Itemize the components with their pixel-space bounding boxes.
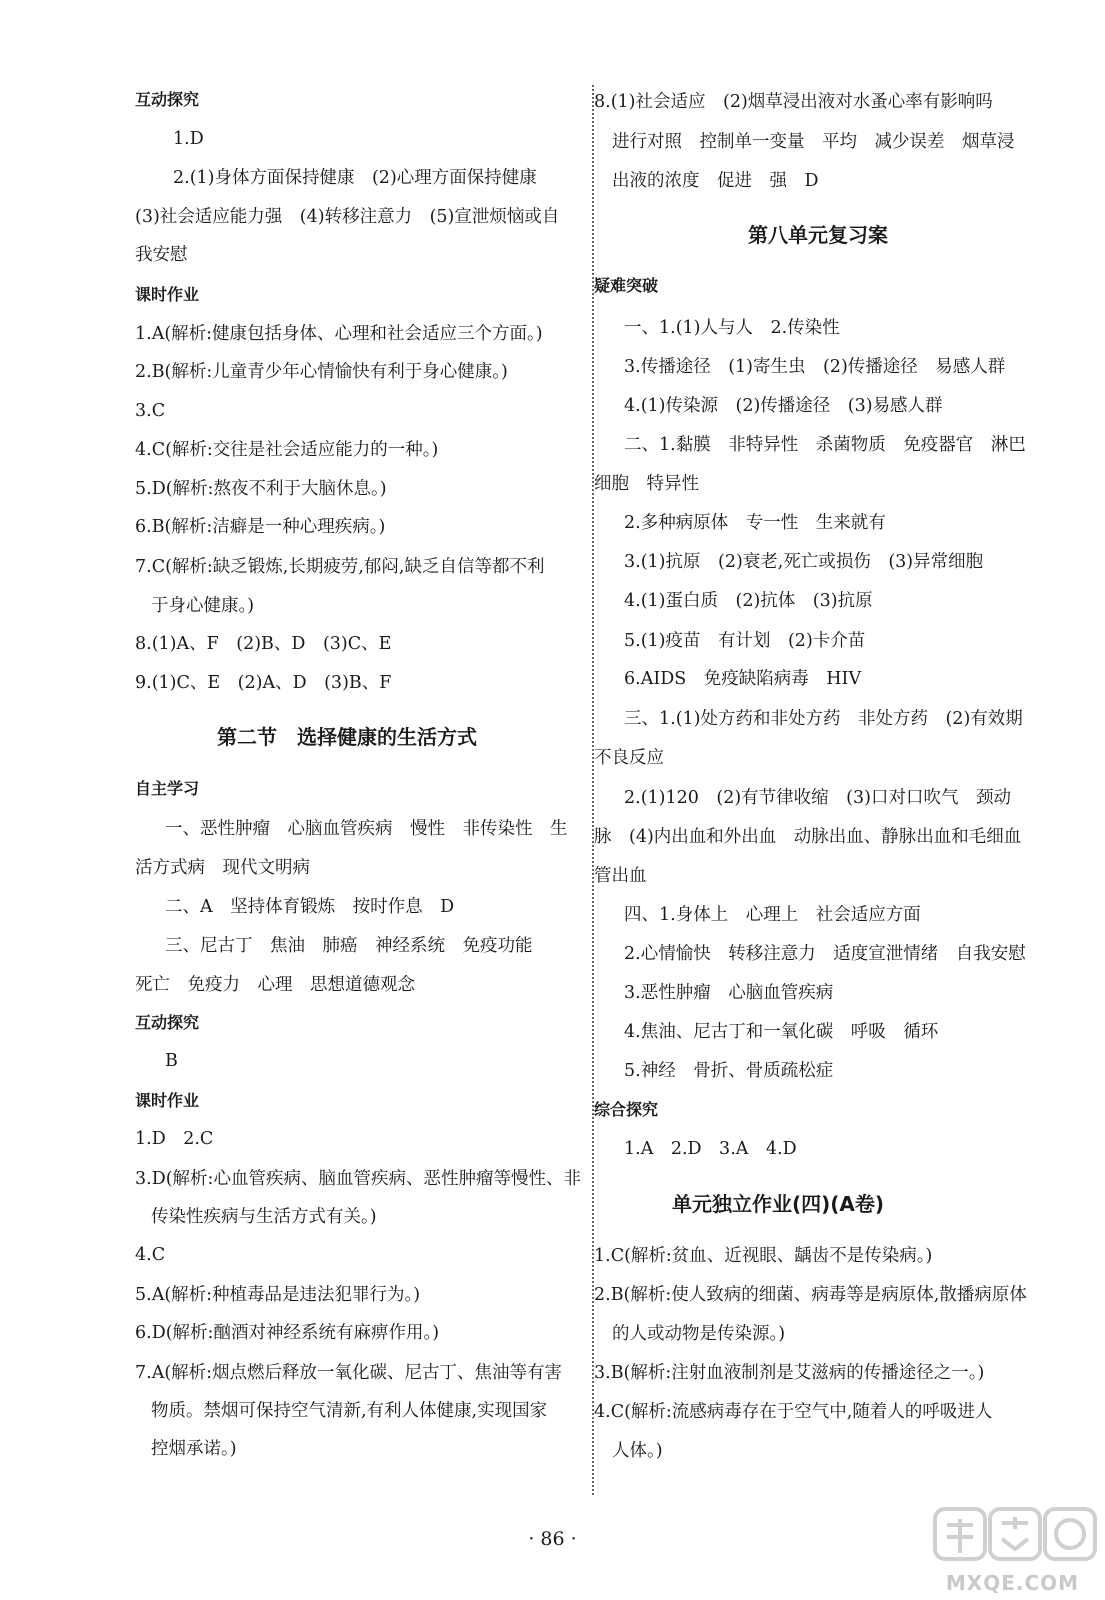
answer-line: 3.C (135, 401, 166, 421)
answer-line: 一、恶性肿瘤 心脑血管疾病 慢性 非传染性 生 (165, 819, 568, 839)
answer-line: 三、1.(1)处方药和非处方药 非处方药 (2)有效期 (624, 709, 1023, 729)
unit-review-title: 第八单元复习案 (748, 223, 888, 247)
answer-line: 人体。) (612, 1441, 663, 1461)
watermark-url: MXQE.COM (945, 1571, 1080, 1595)
answer-line: 2.B(解析:使人致病的细菌、病毒等是病原体,散播病原体 (594, 1285, 1027, 1305)
answer-line: 于身心健康。) (151, 596, 255, 616)
answer-line: 7.C(解析:缺乏锻炼,长期疲劳,郁闷,缺乏自信等都不利 (135, 557, 545, 577)
answer-line: 脉 (4)内出血和外出血 动脉出血、静脉出血和毛细血 (594, 827, 1022, 847)
answer-line: 1.A(解析:健康包括身体、心理和社会适应三个方面。) (135, 324, 543, 344)
answer-line: 不良反应 (594, 748, 664, 768)
answer-line: 6.B(解析:洁癖是一种心理疾病。) (135, 517, 386, 537)
answer-line: 5.神经 骨折、骨质疏松症 (624, 1061, 834, 1081)
answer-line: 一、1.(1)人与人 2.传染性 (624, 318, 840, 338)
answer-line: 4.(1)蛋白质 (2)抗体 (3)抗原 (624, 591, 873, 611)
answer-line: 5.D(解析:熬夜不利于大脑休息。) (135, 479, 387, 499)
assignment-title: 单元独立作业(四)(A卷) (672, 1192, 885, 1216)
page-number: · 86 · (528, 1528, 577, 1550)
answer-line: 2.心情愉快 转移注意力 适度宣泄情绪 自我安慰 (624, 944, 1026, 964)
answer-line: 3.B(解析:注射血液制剂是艾滋病的传播途径之一。) (594, 1363, 985, 1383)
answer-line: 传染性疾病与生活方式有关。) (151, 1207, 377, 1227)
answer-line: 7.A(解析:烟点燃后释放一氧化碳、尼古丁、焦油等有害 (135, 1363, 563, 1383)
answer-line: 2.B(解析:儿童青少年心情愉快有利于身心健康。) (135, 362, 508, 382)
answer-line: 三、尼古丁 焦油 肺癌 神经系统 免疫功能 (165, 936, 533, 956)
answer-line: 二、A 坚持体育锻炼 按时作息 D (165, 897, 455, 917)
answer-line: 2.多种病原体 专一性 生来就有 (624, 513, 886, 533)
section-heading-interactive-inquiry: 互动探究 (135, 90, 200, 109)
answer-line: 9.(1)C、E (2)A、D (3)B、F (135, 673, 392, 693)
answer-line: 2.(1)120 (2)有节律收缩 (3)口对口吹气 颈动 (624, 788, 1011, 808)
answer-line: (3)社会适应能力强 (4)转移注意力 (5)宣泄烦恼或自 (135, 207, 560, 227)
answer-line: 二、1.黏膜 非特异性 杀菌物质 免疫器官 淋巴 (624, 435, 1026, 455)
answer-line: 死亡 免疫力 心理 思想道德观念 (135, 975, 415, 995)
answer-line: 4.焦油、尼古丁和一氧化碳 呼吸 循环 (624, 1022, 939, 1042)
answer-line: 的人或动物是传染源。) (612, 1324, 786, 1344)
answer-line: 4.(1)传染源 (2)传播途径 (3)易感人群 (624, 396, 943, 416)
answer-line: 8.(1)A、F (2)B、D (3)C、E (135, 634, 392, 654)
answer-line: 4.C (135, 1245, 166, 1265)
answer-line: 2.(1)身体方面保持健康 (2)心理方面保持健康 (173, 168, 537, 188)
section-heading-homework: 课时作业 (135, 1091, 200, 1110)
answer-line: 1.D 2.C (135, 1129, 214, 1149)
answer-line: 控烟承诺。) (151, 1439, 237, 1459)
answer-line: 管出血 (594, 866, 647, 886)
answer-line: 1.C(解析:贫血、近视眼、龋齿不是传染病。) (594, 1246, 933, 1266)
answer-line: 4.C(解析:交往是社会适应能力的一种。) (135, 440, 439, 460)
answer-line: 四、1.身体上 心理上 社会适应方面 (624, 905, 921, 925)
section-heading-self-study: 自主学习 (135, 779, 200, 798)
answer-line: 1.D (173, 129, 204, 149)
answer-line: 3.恶性肿瘤 心脑血管疾病 (624, 983, 834, 1003)
answer-line: 3.传播途径 (1)寄生虫 (2)传播途径 易感人群 (624, 357, 1006, 377)
answer-line: 5.A(解析:种植毒品是违法犯罪行为。) (135, 1285, 421, 1305)
answer-line: 物质。禁烟可保持空气清新,有利人体健康,实现国家 (151, 1401, 548, 1421)
answer-line: B (165, 1051, 178, 1071)
answer-line: 3.D(解析:心血管疾病、脑血管疾病、恶性肿瘤等慢性、非 (135, 1169, 581, 1189)
section-heading-key-points: 疑难突破 (594, 276, 659, 295)
answer-line: 3.(1)抗原 (2)衰老,死亡或损伤 (3)异常细胞 (624, 552, 984, 572)
answer-line: 6.AIDS 免疫缺陷病毒 HIV (624, 669, 862, 689)
answer-line: 8.(1)社会适应 (2)烟草浸出液对水蚤心率有影响吗 (594, 92, 993, 112)
answer-line: 1.A 2.D 3.A 4.D (624, 1139, 797, 1159)
answer-line: 我安慰 (135, 245, 188, 265)
answer-line: 细胞 特异性 (594, 474, 699, 494)
section-heading-comprehensive: 综合探究 (594, 1100, 659, 1119)
answer-line: 6.D(解析:酗酒对神经系统有麻痹作用。) (135, 1323, 440, 1343)
section-heading-homework: 课时作业 (135, 285, 200, 304)
answer-line: 活方式病 现代文明病 (135, 858, 310, 878)
answer-line: 5.(1)疫苗 有计划 (2)卡介苗 (624, 631, 866, 651)
answer-line: 进行对照 控制单一变量 平均 减少误差 烟草浸 (612, 132, 1015, 152)
answer-line: 出液的浓度 促进 强 D (612, 171, 819, 191)
watermark-logo-icon (933, 1505, 1098, 1567)
section-title: 第二节 选择健康的生活方式 (217, 725, 477, 749)
answer-line: 4.C(解析:流感病毒存在于空气中,随着人的呼吸进人 (594, 1402, 993, 1422)
watermark (925, 1505, 1100, 1600)
section-heading-interactive-inquiry: 互动探究 (135, 1013, 200, 1032)
